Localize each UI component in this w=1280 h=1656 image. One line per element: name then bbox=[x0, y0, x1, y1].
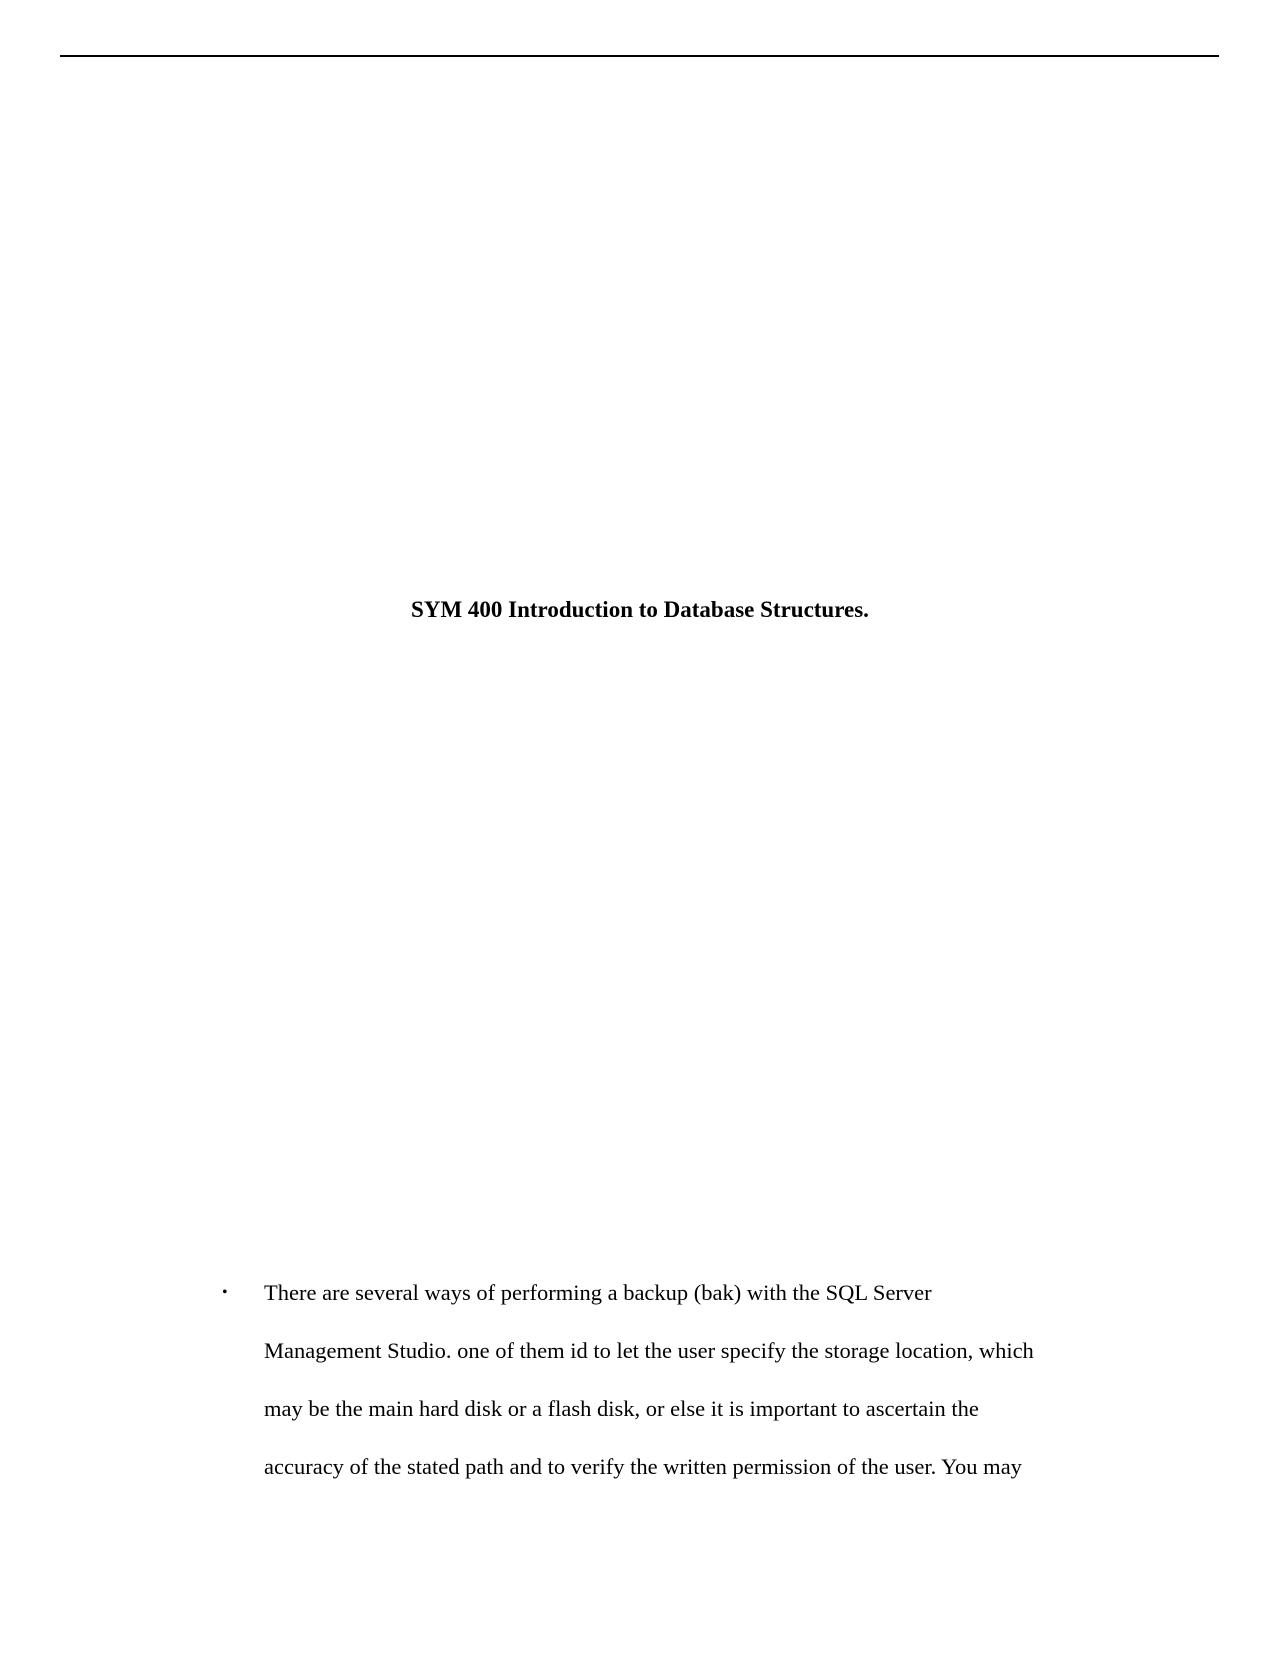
bullet-marker: • bbox=[222, 1284, 228, 1301]
bullet-paragraph bbox=[264, 1264, 1142, 1496]
paragraph-line-3: may be the main hard disk or a flash disk, or else it is important to ascertain the bbox=[264, 1396, 979, 1421]
document-title: SYM 400 Introduction to Database Structures. bbox=[411, 597, 869, 622]
header-rule bbox=[60, 55, 1219, 57]
paragraph-line-1: There are several ways of performing a backup (bak) with the SQL Server bbox=[264, 1280, 932, 1305]
paragraph-line-4: accuracy of the stated path and to verify the written permission of the user. You may bbox=[264, 1454, 1022, 1479]
paragraph-line-2: Management Studio. one of them id to let the user specify the storage location, which bbox=[264, 1338, 1034, 1363]
